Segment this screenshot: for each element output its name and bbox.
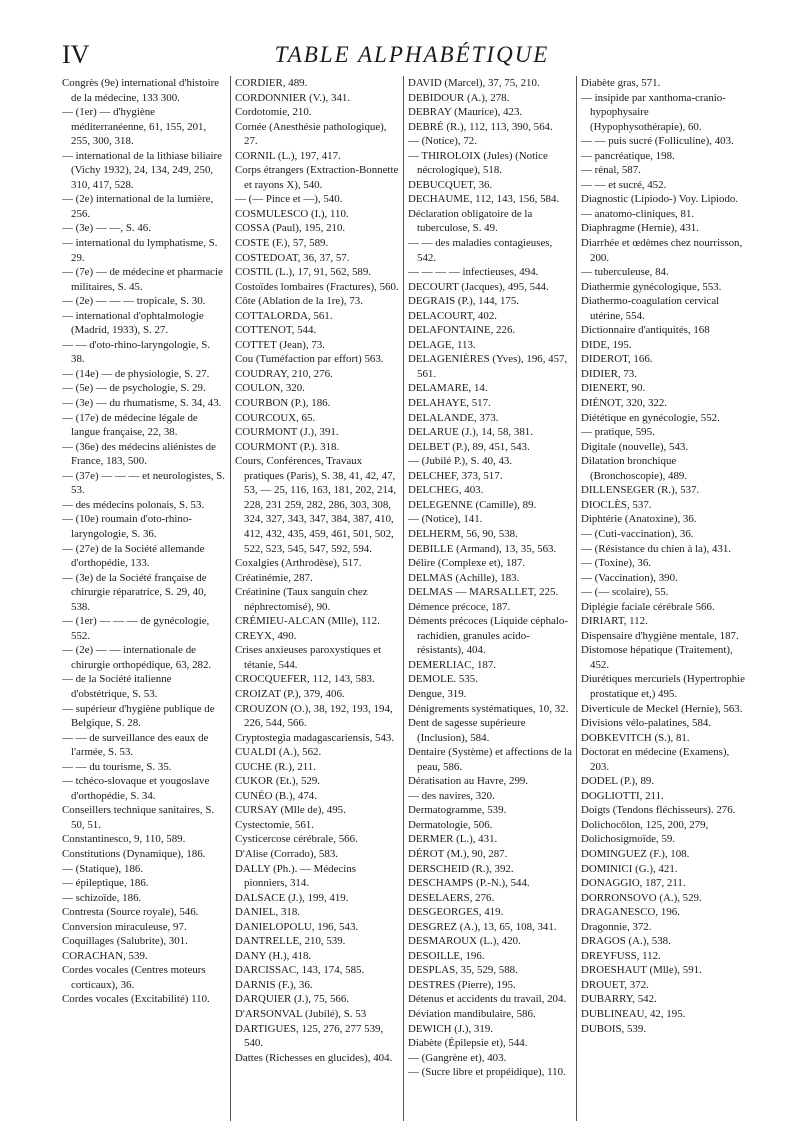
index-entry: DELMAS — MARSALLET, 225. [408,586,559,599]
index-entry: DONAGGIO, 187, 211. [581,877,686,890]
index-entry: COTTET (Jean), 73. [235,338,325,351]
index-entry: — (— scolaire), 55. [581,586,669,599]
running-title: TABLE ALPHABÉTIQUE [274,42,550,67]
index-entry: DIDE, 195. [581,338,632,351]
index-entry: Dentaire (Système) et affections de la peau, 586. [408,746,572,773]
index-entry: Déviation mandibulaire, 586. [408,1008,536,1020]
index-entry: Dolichocôlon, 125, 200, 279, [581,818,709,831]
index-entry: Doctorat en médecine (Examens), 203. [581,746,730,773]
index-entry: DIDIER, 73. [581,367,637,380]
index-entry: DELACOURT, 402. [408,309,497,322]
index-entry: Dératisation au Havre, 299. [408,775,529,788]
index-entry: DESCHAMPS (P.-N.), 544. [408,877,530,890]
index-entry: DELMAS (Achille), 183. [408,571,520,584]
column-divider [403,76,404,1121]
index-entry: — tchéco-slovaque et yougoslave d'orthopédie, S. 34. [62,775,210,802]
index-entry: Congrès (9e) international d'histoire de la médecine, 133 300. [62,77,220,104]
index-entry: — (17e) de médecine légale de langue française, 22, 38. [62,411,198,439]
index-entry: Coxalgies (Arthrodèse), 517. [235,557,362,570]
page-number: IV [62,40,90,69]
index-entry: DOMINGUEZ (F.), 108. [581,847,690,860]
index-entry: DODEL (P.), 89. [581,775,655,788]
index-entry: DOBKEVITCH (S.), 81. [581,731,690,744]
column-divider [576,76,577,1121]
index-entry: DARCISSAC, 143, 174, 585. [235,964,365,977]
index-entry: — — de surveillance des eaux de l'armée, S. 53. [62,731,209,759]
index-entry: — épileptique, 186. [62,877,149,890]
index-entry: — anatomo-cliniques, 81. [581,207,695,220]
index-entry: DANY (H.), 418. [235,949,312,962]
index-entry: DELCHEF, 373, 517. [408,469,503,482]
index-entry: DANIEL, 318. [235,906,301,919]
index-entry: DEBILLE (Armand), 13, 35, 563. [408,542,557,555]
index-entry: Divisions vélo-palatines, 584. [581,717,712,730]
index-entry: DELARUE (J.), 14, 58, 381. [408,426,533,439]
index-entry: DEMERLIAC, 187. [408,658,497,671]
index-entry: — des navires, 320. [408,789,495,802]
index-entry: Dent de sagesse supérieure (Inclusion), 584. [408,717,526,744]
index-entry: Dictionnaire d'antiquités, 168 [581,324,710,337]
index-entry: — international de la lithiase biliaire (Vichy 1932), 24, 134, 249, 250, 310, 417, 528. [62,149,222,191]
index-entry: Dengue, 319. [408,687,467,700]
page-header [62,40,762,72]
index-entry: Côte (Ablation de la 1re), 73. [235,295,363,308]
index-entry: Cordotomie, 210. [235,106,312,119]
index-entry: Délire (Complexe et), 187. [408,557,526,570]
index-entry: DECOURT (Jacques), 495, 544. [408,280,549,293]
index-entry: Diplégie faciale cérébrale 566. [581,600,715,613]
index-entry: — schizoïde, 186. [62,891,142,904]
index-entry: DELAMARE, 14. [408,382,488,395]
index-entry: DÉROT (M.), 90, 287. [408,847,508,860]
index-entry: COTTENOT, 544. [235,324,317,337]
index-entry: Cou (Tuméfaction par effort) 563. [235,353,384,366]
index-entry: Dermatogramme, 539. [408,804,507,817]
index-entry: DEMOLE. 535. [408,673,478,686]
index-entry: — — — — infectieuses, 494. [408,266,539,279]
index-entry: Diaphragme (Hernie), 431. [581,222,699,235]
index-entry: Diphtérie (Anatoxine), 36. [581,513,697,526]
index-entry: DESGREZ (A.), 13, 65, 108, 341. [408,920,557,933]
index-entry: DALSACE (J.), 199, 419. [235,891,349,904]
index-entry: CURSAY (Mlle de), 495. [235,804,346,817]
index-entry: CORDONNIER (V.), 341. [235,91,351,104]
index-entry: DIOCLÈS, 537. [581,498,652,511]
index-entry: COTTALORDA, 561. [235,309,333,322]
index-entry: DARTIGUES, 125, 276, 277 539, 540. [235,1022,384,1050]
index-entry: Coquillages (Salubrite), 301. [62,935,188,948]
index-entry: — (5e) — de psychologie, S. 29. [62,382,206,395]
index-entry: — — puis sucré (Folliculine), 403. [581,135,734,148]
index-entry: CROIZAT (P.), 379, 406. [235,687,345,700]
index-entry: Diathermo-coagulation cervical utérine, 554. [581,295,720,322]
index-entry: Cysticercose cérébrale, 566. [235,833,358,846]
index-entry: Dattes (Richesses en glucides), 404. [235,1051,393,1064]
index-entry: Diététique en gynécologie, 552. [581,411,720,424]
index-entry: DIRIART, 112. [581,615,648,628]
index-entry: DOMINICI (G.), 421. [581,862,678,875]
index-entry: Cordes vocales (Centres moteurs corticaux), 36. [62,964,206,991]
index-entry: DEBRÉ (R.), 112, 113, 390, 564. [408,120,553,133]
index-entry: COURCOUX, 65. [235,411,316,424]
index-entry: — supérieur d'hygiène publique de Belgique, S. 28. [62,702,215,730]
index-entry: Conseillers technique sanitaires, S. 50, 51. [62,804,215,831]
index-entry: DELCHEG, 403. [408,484,484,497]
index-entry: D'ARSONVAL (Jubilé), S. 53 [235,1008,367,1020]
index-entry: DUBARRY, 542. [581,993,657,1006]
index-entry: — (Vaccination), 390. [581,571,678,584]
index-entry: Démence précoce, 187. [408,600,511,613]
index-entry: — (Statique), 186. [62,862,144,875]
index-entry: DELAFONTAINE, 226. [408,324,516,337]
index-entry: DUBOIS, 539. [581,1022,647,1035]
index-entry: Diarrhée et œdèmes chez nourrisson, 200. [581,237,743,264]
index-entry: DARQUIER (J.), 75, 566. [235,993,350,1006]
index-entry: — (36e) des médecins aliénistes de France, 183, 500. [62,440,216,468]
index-entry: Diurétiques mercuriels (Hypertrophie prostatique et,) 495. [581,673,745,700]
index-entry: DILLENSEGER (R.), 537. [581,484,700,497]
index-entry: Créatinine (Taux sanguin chez néphrectomisé), 90. [235,586,368,613]
index-entry: Déclaration obligatoire de la tuberculose, S. 49. [408,207,533,235]
index-entry: — international du lymphatisme, S. 29. [62,237,218,264]
index-entry: DELALANDE, 373. [408,411,499,424]
index-entry: COURMONT (P.). 318. [235,440,340,453]
index-column-1 [62,76,226,1136]
index-entry: — THIROLOIX (Jules) (Notice nécrologique), 518. [408,149,548,177]
index-entry: DESPLAS, 35, 529, 588. [408,964,518,977]
index-entry: — (2e) — — — tropicale, S. 30. [62,295,206,308]
index-column-2 [235,76,399,1136]
index-entry: COUDRAY, 210, 276. [235,367,333,380]
index-entry: Dragonnie, 372. [581,920,652,933]
index-entry: Conversion miraculeuse, 97. [62,920,187,933]
index-entry: DEWICH (J.), 319. [408,1022,493,1035]
index-entry: Cornée (Anesthésie pathologique), 27. [235,120,387,148]
index-entry: — (Cuti-vaccination), 36. [581,527,694,540]
index-entry: — (1er) — — — de gynécologie, 552. [62,615,210,642]
index-entry: DIDEROT, 166. [581,353,653,366]
index-entry: — (3e) de la Société française de chirurgie réparatrice, S. 29, 40, 538. [62,571,207,613]
index-entry: — (Jubilé P.), S. 40, 43. [408,455,513,468]
index-entry: Dermatologie, 506. [408,818,493,831]
index-entry: CROCQUEFER, 112, 143, 583. [235,673,375,686]
index-entry: Constantinesco, 9, 110, 589. [62,833,186,846]
index-columns [62,76,762,1136]
index-entry: — international d'ophtalmologie (Madrid, 1933), S. 27. [62,309,204,337]
index-entry: — (27e) de la Société allemande d'orthopédie, 133. [62,542,205,570]
index-entry: COSMULESCO (I.), 110. [235,207,349,220]
index-entry: — (Notice), 72. [408,135,477,148]
index-entry: DAVID (Marcel), 37, 75, 210. [408,77,540,89]
index-entry: COSTEDOAT, 36, 37, 57. [235,251,350,264]
index-entry: DROUET, 372. [581,978,649,991]
index-entry: COSTIL (L.), 17, 91, 562, 589. [235,266,372,279]
index-entry: — (3e) — —, S. 46. [62,222,151,235]
index-entry: — des médecins polonais, S. 53. [62,498,205,511]
index-entry: DREYFUSS, 112. [581,949,661,962]
index-entry: — (Sucre libre et propéidique), 110. [408,1066,566,1079]
index-entry: DELAHAYE, 517. [408,397,491,410]
index-entry: Corps étrangers (Extraction-Bonnette et rayons X), 540. [235,164,399,191]
index-entry: — pratique, 595. [581,426,655,439]
index-entry: Détenus et accidents du travail, 204. [408,993,567,1006]
index-entry: DANTRELLE, 210, 539. [235,935,346,948]
index-entry: CORNIL (L.), 197, 417. [235,149,341,162]
index-entry: Cryptostegia madagascariensis, 543. [235,731,395,744]
index-entry: Digitale (nouvelle), 543. [581,440,689,453]
index-entry: COURBON (P.), 186. [235,397,331,410]
index-entry: DERSCHEID (R.), 392. [408,862,514,875]
index-entry: DELAGE, 113. [408,338,476,351]
index-entry: DIENERT, 90. [581,382,646,395]
index-entry: — de la Société italienne d'obstétrique, S. 53. [62,673,172,700]
index-entry: DELAGENIÈRES (Yves), 196, 457, 561. [408,353,568,380]
index-entry: DESOILLE, 196. [408,949,485,962]
index-entry: COSSA (Paul), 195, 210. [235,222,346,235]
index-entry: DEBUCQUET, 36. [408,178,493,191]
index-entry: DROESHAUT (Mlle), 591. [581,964,702,977]
index-entry: Diagnostic (Lipiodo-) Voy. Lipiodo. [581,193,739,206]
index-entry: — (2e) — — internationale de chirurgie orthopédique, 63, 282. [62,644,212,671]
index-entry: DORRONSOVO (A.), 529. [581,891,702,904]
index-entry: — rénal, 587. [581,164,641,177]
index-entry: DIÉNOT, 320, 322. [581,397,668,410]
index-entry: DESELAERS, 276. [408,891,495,904]
index-entry: Créatinémie, 287. [235,571,313,584]
index-entry: DEGRAIS (P.), 144, 175. [408,295,520,308]
index-entry: Contresta (Source royale), 546. [62,906,199,919]
index-entry: Cordes vocales (Excitabilité) 110. [62,993,210,1006]
index-entry: — — du tourisme, S. 35. [62,760,172,773]
index-entry: Cours, Conférences, Travaux pratiques (Paris), S. 38, 41, 42, 47, 53, — 25, 116, 163, 181, 202, 214, 228, 231 259, 282, 286, 303, 308, 324, 327, 343, 347, 384, 387, 410, 412, 432, 435, 459, 461, 501, 502, 522, 523, 545, 547, 592, 594. [235,455,397,555]
index-entry: — (3e) — du rhumatisme, S. 34, 43. [62,397,222,410]
index-entry: Doigts (Tendons fléchisseurs). 276. [581,804,736,817]
index-entry: D'Alise (Corrado), 583. [235,847,338,860]
index-entry: — (Gangrène et), 403. [408,1051,507,1064]
index-entry: DESGEORGES, 419. [408,906,504,919]
index-entry: — (1er) — d'hygiène méditerranéenne, 61, 155, 201, 255, 300, 318. [62,106,207,148]
index-entry: DELBET (P.), 89, 451, 543. [408,440,530,453]
index-entry: — (37e) — — — et neurologistes, S. 53. [62,469,226,497]
index-entry: — — d'oto-rhino-laryngologie, S. 38. [62,338,211,366]
index-entry: CUALDI (A.), 562. [235,746,322,759]
index-entry: — (— Pince et —), 540. [235,193,343,206]
index-column-4 [581,76,745,1136]
index-entry: CRÉMIEU-ALCAN (Mlle), 112. [235,615,380,628]
index-entry: Diabète (Épilepsie et), 544. [408,1037,528,1050]
index-entry: Costoïdes lombaires (Fractures), 560. [235,280,399,293]
index-entry: DESMAROUX (L.), 420. [408,935,521,948]
index-entry: CREYX, 490. [235,629,297,642]
index-entry: — — des maladies contagieuses, 542. [408,237,553,264]
index-entry: CORDIER, 489. [235,77,308,89]
index-entry: — (14e) — de physiologie, S. 27. [62,367,210,380]
index-entry: — (Toxine), 36. [581,557,652,570]
index-entry: DANIELOPOLU, 196, 543. [235,920,359,933]
index-entry: — tuberculeuse, 84. [581,266,669,279]
index-entry: Dolichosigmoïde, 59. [581,833,676,846]
index-entry: CUCHE (R.), 211. [235,760,316,773]
index-entry: CROUZON (O.), 38, 192, 193, 194, 226, 544, 566. [235,702,393,730]
index-column-3 [408,76,572,1136]
index-entry: DEBRAY (Maurice), 423. [408,106,523,119]
index-entry: DEBIDOUR (A.), 278. [408,91,510,104]
index-entry: Crises anxieuses paroxystiques et tétanie, 544. [235,644,382,671]
index-entry: CUNÉO (B.), 474. [235,789,317,802]
index-entry: COURMONT (J.), 391. [235,426,339,439]
index-entry: COSTE (F.), 57, 589. [235,237,329,250]
index-entry: DUBLINEAU, 42, 195. [581,1008,686,1020]
index-entry: DESTRES (Pierre), 195. [408,978,516,991]
index-entry: — (Résistance du chien à la), 431. [581,542,732,555]
index-entry: COULON, 320. [235,382,305,395]
index-entry: Déments précoces (Liquide céphalo-rachidien, granules acido-résistants), 404. [408,615,568,657]
index-entry: Diverticule de Meckel (Hernie), 563. [581,702,743,715]
index-entry: Dénigrements systématiques, 10, 32. [408,702,569,715]
index-entry: Distomose hépatique (Traitement), 452. [581,644,733,671]
index-entry: DRAGOS (A.), 538. [581,935,671,948]
index-entry: DERMER (L.), 431. [408,833,498,846]
index-entry: — (10e) roumain d'oto-rhino-laryngologie, S. 36. [62,513,192,540]
index-entry: Diabète gras, 571. [581,77,661,89]
index-entry: Diathermie gynécologique, 553. [581,280,722,293]
column-divider [230,76,231,1121]
index-entry: DOGLIOTTI, 211. [581,789,664,802]
index-entry: Constitutions (Dynamique), 186. [62,847,206,860]
index-entry: DELEGENNE (Camille), 89. [408,498,537,511]
index-entry: — (Notice), 141. [408,513,483,526]
index-entry: — (2e) international de la lumière, 256. [62,193,214,220]
index-entry: CUKOR (Et.), 529. [235,775,321,788]
index-entry: DECHAUME, 112, 143, 156, 584. [408,193,560,206]
index-entry: Dilatation bronchique (Bronchoscopie), 489. [581,455,688,482]
index-entry: DRAGANESCO, 196. [581,906,680,919]
index-entry: Dispensaire d'hygiène mentale, 187. [581,629,739,642]
index-entry: — insipide par xanthoma-cranio-hypophysaire (Hypophysothérapie), 60. [581,91,726,133]
index-entry: DELHERM, 56, 90, 538. [408,527,518,540]
index-entry: DALLY (Ph.). — Médecins pionniers, 314. [235,862,357,890]
index-entry: — pancréatique, 198. [581,149,675,162]
index-entry: Cystectomie, 561. [235,818,314,831]
index-entry: CORACHAN, 539. [62,949,148,962]
index-entry: — (7e) — de médecine et pharmacie militaires, S. 45. [62,266,223,293]
index-entry: — — et sucré, 452. [581,178,667,191]
index-entry: DARNIS (F.), 36. [235,978,313,991]
